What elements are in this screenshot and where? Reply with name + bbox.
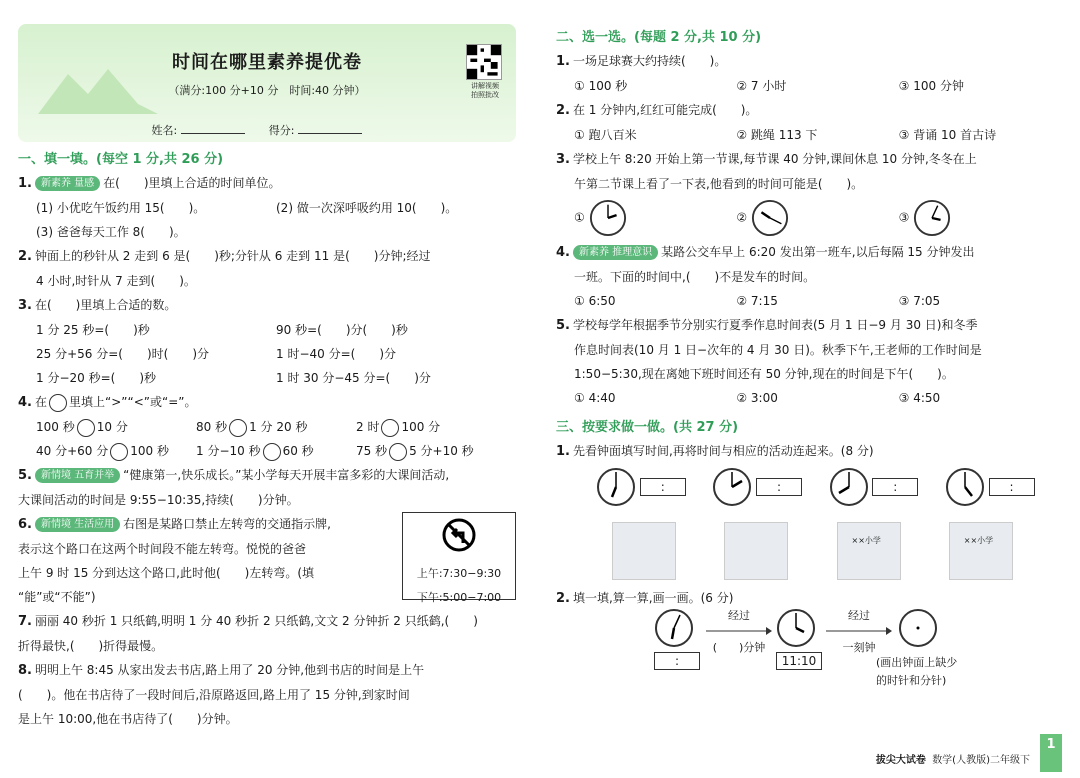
question-2-1: 1. 一场足球赛大约持续( )。 ① 100 秒 ② 7 小时 ③ 100 分钟 bbox=[556, 54, 964, 93]
tag-badge: 新情境 生活应用 bbox=[35, 517, 120, 532]
activity-picture[interactable] bbox=[612, 522, 676, 580]
question-1-7: 7. 丽丽 40 秒折 1 只纸鹤,明明 1 分 40 秒折 2 只纸鹤,文文 2 分钟折 2 只纸鹤,( ) 折得最快,( )折得最慢。 bbox=[18, 614, 478, 653]
exam-title: 时间在哪里素养提优卷 bbox=[172, 52, 362, 73]
qr-label: 讲解视频 拍照批改 bbox=[471, 82, 499, 99]
clock-icon bbox=[751, 199, 789, 237]
name-label: 姓名: bbox=[151, 124, 178, 137]
question-2-5: 5. 学校每学年根据季节分别实行夏季作息时间表(5 月 1 日−9 月 30 日)和冬季 作息时间表(10 月 1 日−次年的 4 月 30 日)。秋季下午,王老师的工作时间是 1:50−5:30,现在离她下班时间还有 50 分钟,现在的时间是下午( )。 ① 4:40 ② 3:00 ③ 4:50 bbox=[556, 318, 982, 405]
tag-badge: 新情境 五育并举 bbox=[35, 468, 120, 483]
exam-header bbox=[18, 24, 516, 142]
question-2-2: 2. 在 1 分钟内,红红可能完成( )。 ① 跑八百米 ② 跳绳 113 下 ③ 背诵 10 首古诗 bbox=[556, 103, 997, 142]
section-3-title: 三、按要求做一做。(共 27 分) bbox=[556, 420, 739, 435]
score-field[interactable] bbox=[298, 123, 362, 134]
clock-icon bbox=[712, 467, 752, 507]
time-answer-box[interactable]: : bbox=[989, 478, 1035, 496]
clock-icon bbox=[913, 199, 951, 237]
arrow-right-icon bbox=[826, 627, 892, 635]
compare-circle[interactable] bbox=[110, 443, 128, 461]
empty-clock-icon[interactable] bbox=[898, 608, 938, 648]
name-score-row bbox=[18, 122, 516, 138]
compare-circle[interactable] bbox=[263, 443, 281, 461]
clock-icon bbox=[829, 467, 869, 507]
exam-subtitle: （满分:100 分+10 分 时间:40 分钟） bbox=[168, 84, 366, 97]
activity-picture[interactable]: ××小学 bbox=[949, 522, 1013, 580]
question-1-8: 8. 明明上午 8:45 从家出发去书店,路上用了 20 分钟,他到书店的时间是上午 ( )。他在书店待了一段时间后,沿原路返回,路上用了 15 分钟,到家时间 是上午 10:00,他在书店待了( )分钟。 bbox=[18, 663, 425, 726]
clock-icon bbox=[589, 199, 627, 237]
compare-circle[interactable] bbox=[389, 443, 407, 461]
name-field[interactable] bbox=[181, 123, 245, 134]
clock-icon bbox=[776, 608, 816, 648]
time-answer-box[interactable]: : bbox=[756, 478, 802, 496]
compare-circle[interactable] bbox=[77, 419, 95, 437]
question-1-6: 上午:7:30−9:30 下午:5:00−7:00 6. 新情境 生活应用 右图是某路口禁止左转弯的交通指示牌, 表示这个路口在这两个时间段不能左转弯。悦悦的爸爸 上午 9 时 15 分到达这个路口,此时他( )左转弯。(填 “能”或“不能”) bbox=[18, 512, 516, 609]
activity-picture[interactable]: ××小学 bbox=[837, 522, 901, 580]
time-answer-box[interactable]: : bbox=[640, 478, 686, 496]
footer-text: 拔尖大试卷 数学(人教版)二年级下 bbox=[875, 755, 1030, 766]
question-1-4: 4. 在 里填上“>”“<”或“=”。 100 秒 10 分 80 秒 1 分 20 秒 2 时 100 分 40 分+60 分 100 秒 1 分−10 秒 60 秒 75 秒 5 分+10 秒 bbox=[18, 390, 516, 463]
section-1-title: 一、填一填。(每空 1 分,共 26 分) bbox=[18, 152, 224, 167]
question-1-2: 2. 钟面上的秒针从 2 走到 6 是( )秒;分针从 6 走到 11 是( )分钟;经过 4 小时,时针从 7 走到( )。 bbox=[18, 249, 431, 288]
compare-circle bbox=[49, 394, 67, 412]
arrow-right-icon bbox=[706, 627, 772, 635]
question-2-3: 3. 学校上午 8:20 开始上第一节课,每节课 40 分钟,课间休息 10 分钟,冬冬在上 午第二节课上看了一下表,他看到的时间可能是( )。 ① ② ③ bbox=[556, 147, 1061, 240]
time-answer-box[interactable]: : bbox=[654, 652, 700, 670]
clock-icon bbox=[596, 467, 636, 507]
qr-code-icon[interactable] bbox=[466, 44, 502, 80]
left-column bbox=[18, 24, 516, 731]
time-answer-box: 11:10 bbox=[776, 652, 822, 670]
question-3-2: 2. 填一填,算一算,画一画。(6 分) : 经过 ( )分钟 11:10 经过 一刻钟 (画出钟面上缺少 的时针和分针) bbox=[556, 591, 958, 687]
compare-circle[interactable] bbox=[381, 419, 399, 437]
clock-icon bbox=[945, 467, 985, 507]
tag-badge: 新素养 量感 bbox=[35, 176, 100, 191]
clock-icon bbox=[654, 608, 694, 648]
question-1-5: 5. 新情境 五育并举 “健康第一,快乐成长。”某小学每天开展丰富多彩的大课间活动, 大课间活动的时间是 9:55−10:35,持续( )分钟。 bbox=[18, 468, 450, 507]
right-column bbox=[556, 24, 1061, 696]
no-left-turn-icon bbox=[441, 517, 477, 553]
question-2-4: 4. 新素养 推理意识 某路公交车早上 6:20 发出第一班车,以后每隔 15 分钟发出 一班。下面的时间中,( )不是发车的时间。 ① 6:50 ② 7:15 ③ 7:05 bbox=[556, 245, 975, 308]
section-2-title: 二、选一选。(每题 2 分,共 10 分) bbox=[556, 30, 762, 45]
traffic-sign: 上午:7:30−9:30 下午:5:00−7:00 bbox=[402, 512, 516, 600]
page-number: 1 bbox=[1040, 734, 1062, 772]
time-answer-box[interactable]: : bbox=[872, 478, 918, 496]
score-label: 得分: bbox=[268, 124, 295, 137]
tag-badge: 新素养 推理意识 bbox=[573, 245, 658, 260]
question-1-1: 1. 新素养 量感 在( )里填上合适的时间单位。 (1) 小优吃午饭约用 15( )。 (2) 做一次深呼吸约用 10( )。 (3) 爸爸每天工作 8( )。 bbox=[18, 176, 458, 239]
compare-circle[interactable] bbox=[229, 419, 247, 437]
question-3-1: 1. 先看钟面填写时间,再将时间与相应的活动连起来。(8 分) : : : : ××小学 ××小学 bbox=[556, 439, 1061, 586]
question-1-3: 3. 在( )里填上合适的数。 1 分 25 秒=( )秒 90 秒=( )分( )秒 25 分+56 分=( )时( )分 1 时−40 分=( )分 1 分−20 秒=( )秒 1 时 30 分−45 分=( )分 bbox=[18, 298, 431, 385]
activity-picture[interactable] bbox=[724, 522, 788, 580]
